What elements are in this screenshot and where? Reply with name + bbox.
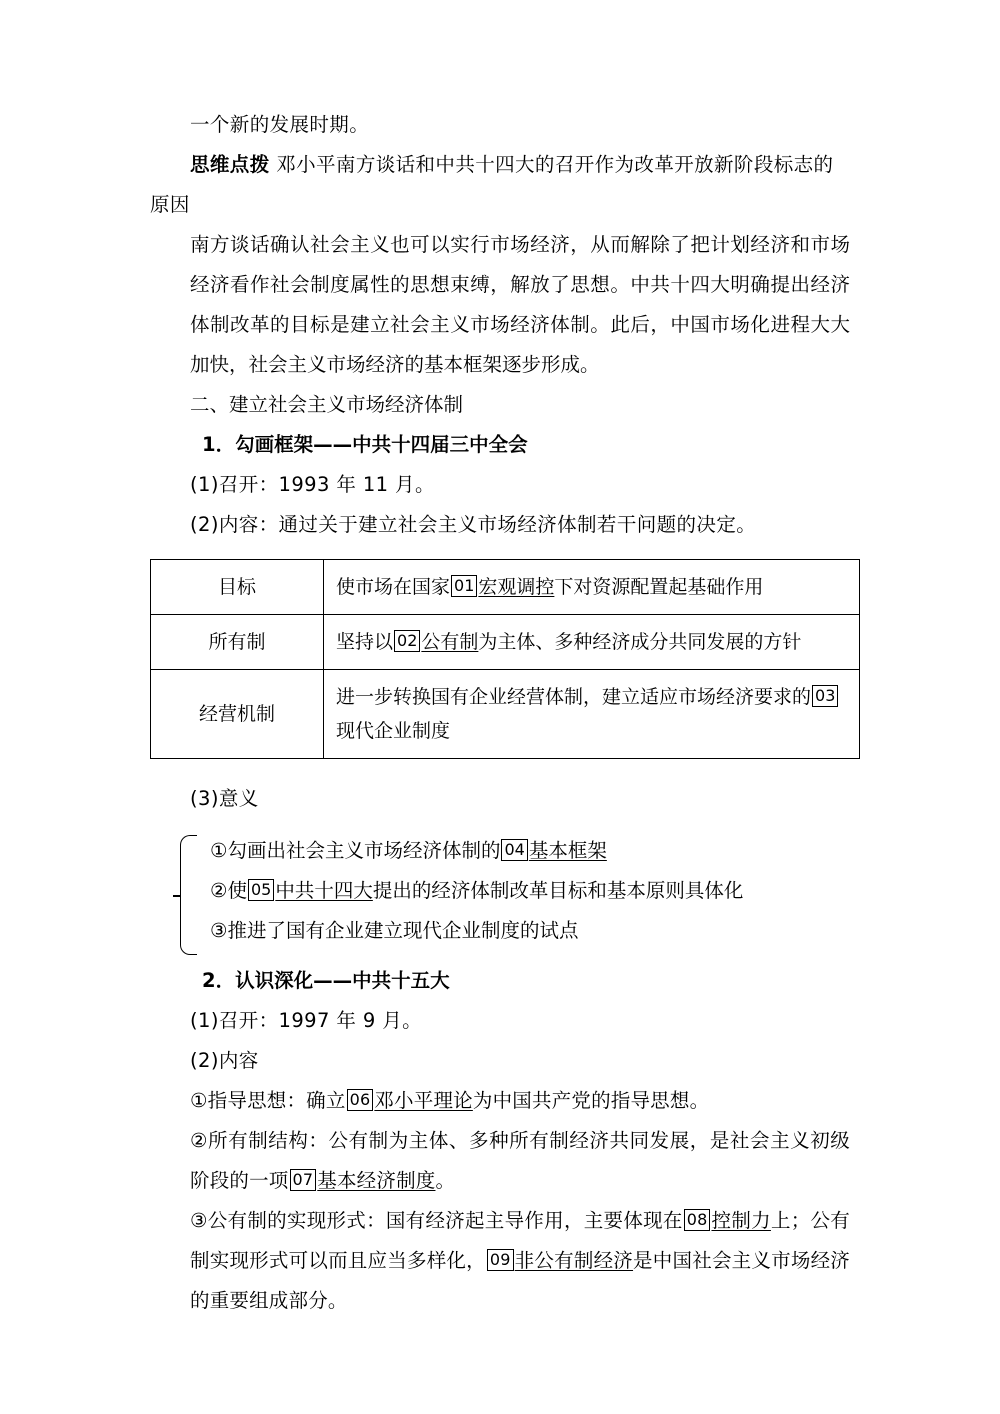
point-prefix: ①指导思想：确立 xyxy=(190,1089,346,1112)
table-row xyxy=(151,670,860,759)
meaning-prefix: ③推进了国有企业建立现代企业制度的试点 xyxy=(210,919,579,942)
table-row-label: 经营机制 xyxy=(151,670,324,759)
point3-seg3: 是中国社会主义市场经济的重要组成部分。 xyxy=(190,1249,851,1312)
table-row-content xyxy=(324,560,860,615)
item2-line1: (1)召开：1997 年 9 月。 xyxy=(190,1009,423,1032)
tip-title: 邓小平南方谈话和中共十四大的召开作为改革开放新阶段标志的 xyxy=(276,153,834,176)
item1-line2: (2)内容：通过关于建立社会主义市场经济体制若干问题的决定。 xyxy=(190,513,757,536)
tip-heading xyxy=(150,145,850,185)
marker-number: 06 xyxy=(347,1089,374,1111)
meaning-underline: 中共十四大 xyxy=(275,879,373,902)
cell-underline: 公有制 xyxy=(421,631,479,653)
meaning-item xyxy=(210,911,850,951)
marker-number: 08 xyxy=(684,1209,711,1231)
marker-number: 05 xyxy=(248,879,274,901)
table-row-content xyxy=(324,615,860,670)
marker-number: 02 xyxy=(394,630,420,652)
meaning-label: (3)意义 xyxy=(190,787,259,810)
tip-title-line2: 原因 xyxy=(150,193,190,216)
marker-number: 01 xyxy=(451,575,477,597)
item2-point-2 xyxy=(150,1121,850,1201)
point-prefix: ②所有制结构：公有制为主体、多种所有制经济共同发展，是社会主义初级阶段的一项 xyxy=(190,1129,850,1192)
cell-text-after: 为主体、多种经济成分共同发展的方针 xyxy=(478,631,802,653)
table-row-label: 所有制 xyxy=(151,615,324,670)
framework-table xyxy=(150,559,860,759)
brace-icon xyxy=(180,835,197,955)
top-line: 一个新的发展时期。 xyxy=(190,113,370,136)
meaning-item xyxy=(210,831,850,871)
item1-heading: 1．勾画框架——中共十四届三中全会 xyxy=(202,433,528,456)
point-suffix: 为中国共产党的指导思想。 xyxy=(472,1089,710,1112)
marker-number: 09 xyxy=(487,1249,514,1271)
cell-text-before: 使市场在国家 xyxy=(336,576,451,598)
section2-heading: 二、建立社会主义市场经济体制 xyxy=(190,393,464,416)
item2-heading: 2．认识深化——中共十五大 xyxy=(202,969,450,992)
point3-seg2: 上；公有制实现形式可以而且应当多样化， xyxy=(190,1209,851,1272)
meaning-underline: 基本框架 xyxy=(528,839,607,862)
item1-line1: (1)召开：1993 年 11 月。 xyxy=(190,473,435,496)
point3-seg1: ③公有制的实现形式：国有经济起主导作用，主要体现在 xyxy=(190,1209,683,1232)
item2-line2: (2)内容 xyxy=(190,1049,259,1072)
point3-underline-1: 控制力 xyxy=(711,1209,771,1232)
table-row-content xyxy=(324,670,860,759)
meaning-prefix: ②使 xyxy=(210,879,247,902)
table-row-label: 目标 xyxy=(151,560,324,615)
cell-underline: 现 xyxy=(336,720,356,742)
point-suffix: 。 xyxy=(435,1169,456,1192)
table-row xyxy=(151,560,860,615)
meaning-prefix: ①勾画出社会主义市场经济体制的 xyxy=(210,839,501,862)
marker-number: 04 xyxy=(501,839,527,861)
meaning-group xyxy=(150,831,850,951)
tip-label: 思维点拨 xyxy=(190,153,270,176)
meaning-item xyxy=(210,871,850,911)
point-underline: 基本经济制度 xyxy=(317,1169,436,1192)
item2-point-3 xyxy=(150,1201,850,1321)
tip-body: 南方谈话确认社会主义也可以实行市场经济，从而解除了把计划经济和市场经济看作社会制度属性的思想束缚，解放了思想。中共十四大明确提出经济体制改革的目标是建立社会主义市场经济体制。此后，中国市场化进程大大加快，社会主义市场经济的基本框架逐步形成。 xyxy=(190,233,850,376)
marker-number: 07 xyxy=(290,1169,317,1191)
table-row xyxy=(151,615,860,670)
meaning-suffix: 提出的经济体制改革目标和基本原则具体化 xyxy=(372,879,744,902)
point3-underline-2: 非公有制经济 xyxy=(514,1249,634,1272)
cell-underline: 宏观调控 xyxy=(478,576,555,598)
cell-text-before: 进一步转换国有企业经营体制，建立适应市场经济要求的 xyxy=(336,686,812,708)
point-underline: 邓小平理论 xyxy=(374,1089,473,1112)
cell-text-after: 下对资源配置起基础作用 xyxy=(554,576,764,598)
cell-text-after: 代企业制度 xyxy=(355,720,451,742)
cell-text-before: 坚持以 xyxy=(336,631,394,653)
marker-number: 03 xyxy=(812,685,838,707)
item2-point-1 xyxy=(150,1081,850,1121)
